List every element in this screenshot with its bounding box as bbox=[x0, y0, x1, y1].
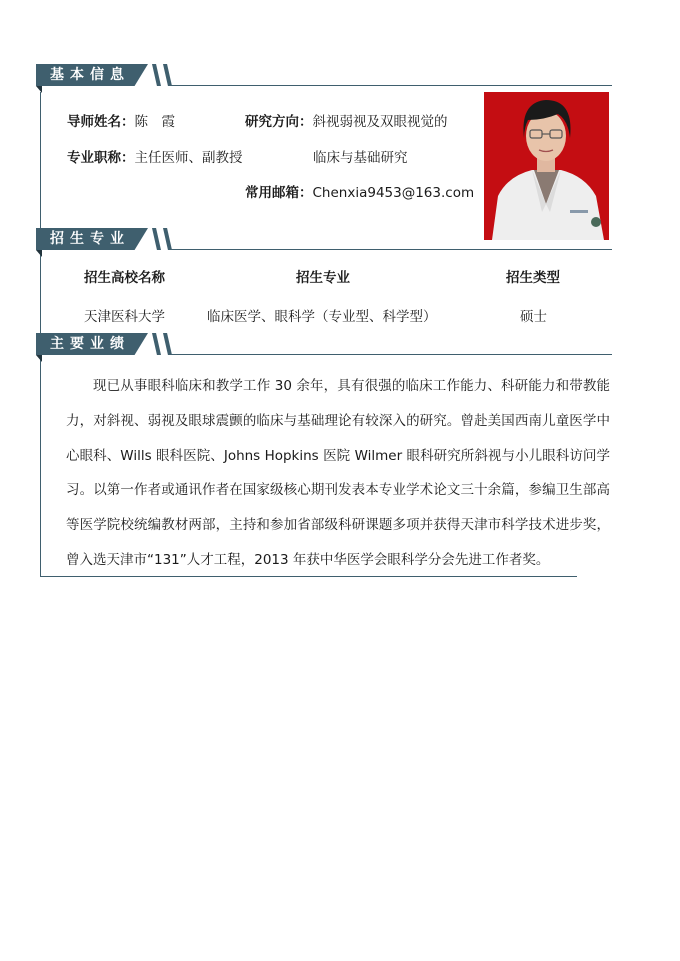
section-divider bbox=[170, 85, 612, 86]
tutor-name: 陈 霞 bbox=[134, 114, 175, 130]
portrait-illustration bbox=[484, 92, 609, 240]
field-label: 研究方向： bbox=[245, 114, 313, 130]
table-header-type: 招生类型 bbox=[506, 270, 560, 286]
tutor-name-row bbox=[67, 110, 175, 130]
section-title: 主要业绩 bbox=[50, 336, 130, 352]
section-header-basic-info bbox=[36, 64, 176, 86]
table-cell-major: 临床医学、眼科学（专业型、科学型） bbox=[207, 309, 437, 325]
email-row bbox=[245, 181, 474, 201]
table-header-major: 招生专业 bbox=[296, 270, 350, 286]
table-cell-type: 硕士 bbox=[520, 309, 547, 325]
section-divider bbox=[170, 249, 612, 250]
section-title: 基本信息 bbox=[50, 67, 130, 83]
email-address: Chenxia9453@163.com bbox=[312, 185, 475, 201]
field-label: 导师姓名： bbox=[67, 114, 135, 130]
professional-title-row bbox=[67, 146, 243, 166]
achievements-paragraph: 现已从事眼科临床和教学工作 30 余年，具有很强的临床工作能力、科研能力和带教能力，对斜视、弱视及眼球震颤的临床与基础理论有较深入的研究。曾赴美国西南儿童医学中心眼科、Wills 眼科医院、Johns Hopkins 医院 Wilmer 眼科研究所斜视与小儿眼科访问学习。以第一作者或通讯作者在国家级核心期刊发表本专业学术论文三十余篇，参编卫生部高等医学院校统编教材两部，主持和参加省部级科研课题多项并获得天津市科学技术进步奖，曾入选天津市“131”人才工程，2013 年获中华医学会眼科学分会先进工作者奖。 bbox=[66, 378, 610, 568]
research-direction-continued: 临床与基础研究 bbox=[313, 150, 408, 166]
table-cell-university: 天津医科大学 bbox=[84, 309, 165, 325]
research-direction: 斜视弱视及双眼视觉的 bbox=[312, 114, 448, 130]
section-header-achievements bbox=[36, 333, 176, 355]
table-header-university: 招生高校名称 bbox=[84, 270, 165, 286]
section-title: 招生专业 bbox=[50, 231, 130, 247]
portrait-photo bbox=[484, 92, 609, 240]
research-direction-row bbox=[245, 110, 448, 130]
field-label: 专业职称： bbox=[67, 150, 135, 166]
section-header-enrollment bbox=[36, 228, 176, 250]
section-divider bbox=[170, 354, 612, 355]
field-label: 常用邮箱： bbox=[245, 185, 313, 201]
professional-title: 主任医师、副教授 bbox=[134, 150, 243, 166]
